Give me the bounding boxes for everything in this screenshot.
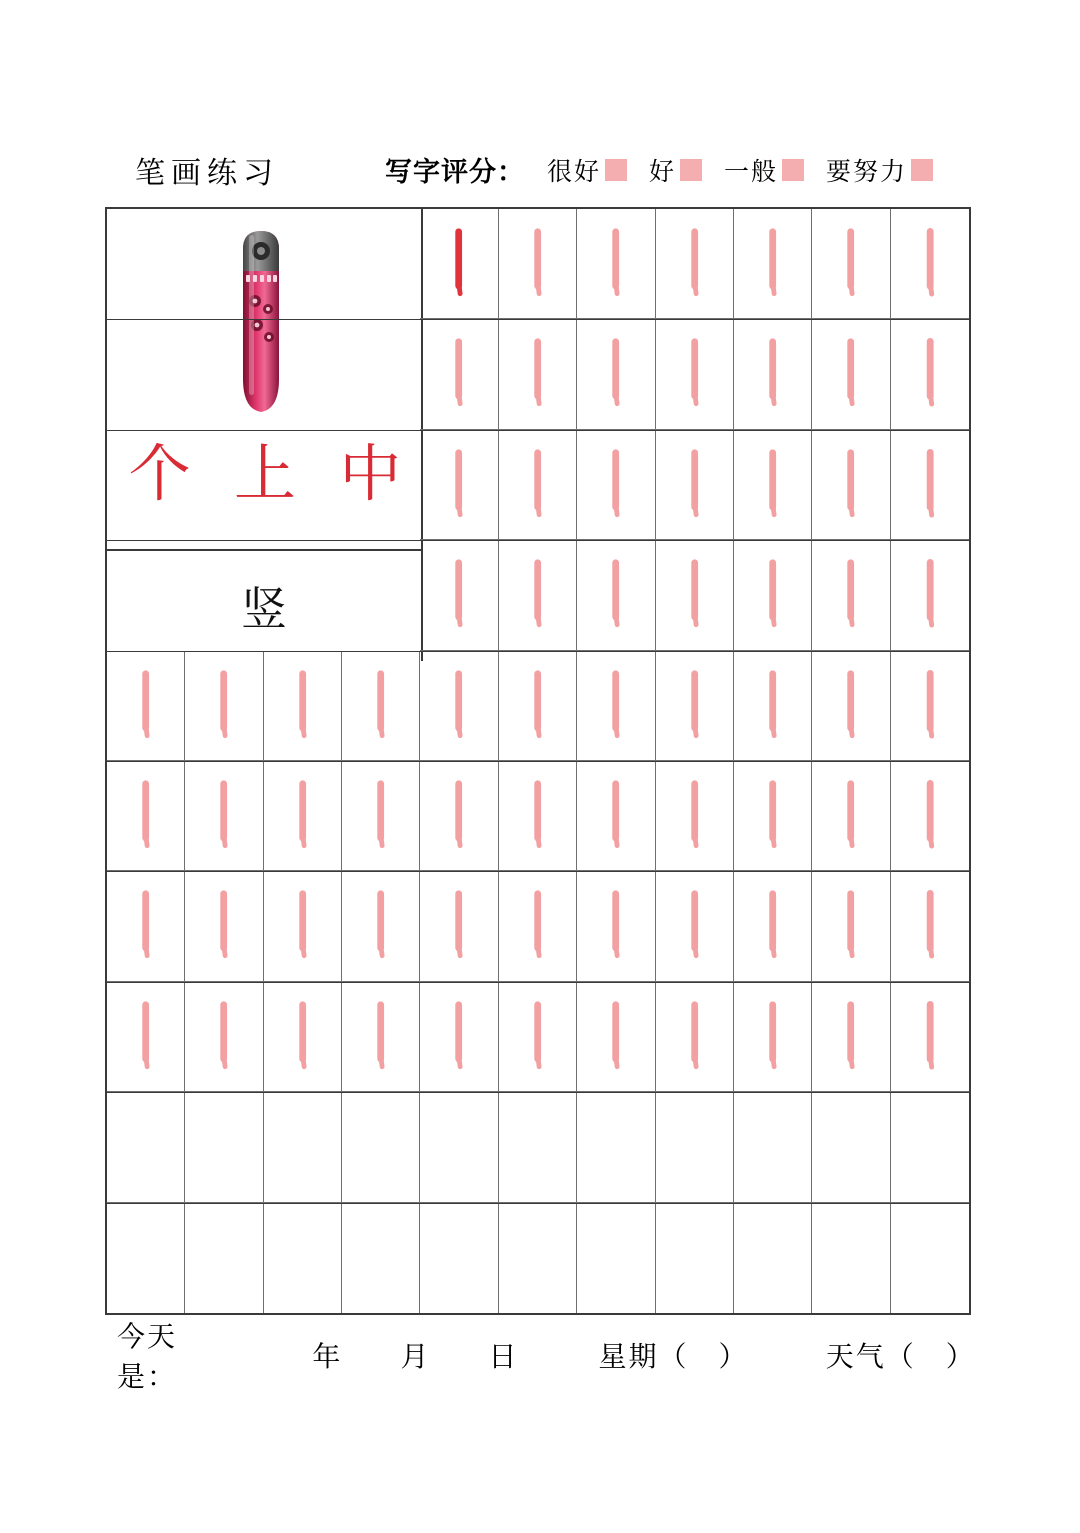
practice-cell[interactable]	[734, 430, 812, 540]
score-option-1[interactable]	[649, 152, 702, 188]
practice-cell[interactable]	[342, 982, 420, 1092]
practice-cell[interactable]	[577, 1092, 655, 1202]
stroke-trace-glyph	[577, 982, 654, 1091]
practice-cell[interactable]	[420, 319, 498, 429]
practice-cell[interactable]	[812, 761, 890, 871]
practice-cell[interactable]	[891, 982, 969, 1092]
stroke-trace-glyph	[812, 651, 889, 760]
score-option-label: 很好	[547, 156, 602, 186]
practice-cell[interactable]	[656, 982, 734, 1092]
practice-cell[interactable]	[499, 651, 577, 761]
practice-cell[interactable]	[499, 1092, 577, 1202]
practice-cell[interactable]	[656, 209, 734, 319]
stroke-trace-glyph	[264, 651, 341, 760]
stroke-trace-glyph	[342, 761, 419, 870]
practice-cell[interactable]	[577, 209, 655, 319]
practice-cell[interactable]	[734, 319, 812, 429]
practice-cell[interactable]	[264, 761, 342, 871]
stroke-trace-glyph	[420, 871, 497, 980]
practice-cell[interactable]	[734, 982, 812, 1092]
footer-month-label: 月	[400, 1340, 431, 1373]
practice-cell[interactable]	[891, 430, 969, 540]
stroke-trace-glyph	[656, 761, 733, 870]
practice-cell[interactable]	[891, 319, 969, 429]
practice-cell[interactable]	[577, 651, 655, 761]
practice-cell[interactable]	[891, 871, 969, 981]
stroke-trace-glyph	[577, 319, 654, 428]
stroke-trace-glyph	[891, 430, 969, 539]
practice-cell[interactable]	[107, 761, 185, 871]
stroke-trace-glyph	[812, 871, 889, 980]
practice-cell[interactable]	[420, 540, 498, 650]
practice-cell[interactable]	[577, 871, 655, 981]
practice-cell[interactable]	[812, 651, 890, 761]
stroke-trace-glyph	[734, 319, 811, 428]
score-option-label: 好	[649, 156, 677, 186]
practice-cell[interactable]	[342, 651, 420, 761]
row-divider	[107, 430, 969, 431]
practice-cell[interactable]	[577, 982, 655, 1092]
example-panel	[107, 209, 423, 549]
practice-cell[interactable]	[420, 430, 498, 540]
stroke-trace-glyph	[891, 319, 969, 428]
practice-cell[interactable]	[185, 1203, 263, 1313]
stroke-trace-glyph	[812, 540, 889, 649]
score-option-3[interactable]	[826, 152, 933, 188]
practice-cell[interactable]	[107, 1092, 185, 1202]
practice-cell[interactable]	[342, 761, 420, 871]
footer-day-label: 日	[488, 1340, 519, 1373]
footer-today-label: 今天是：	[117, 1320, 178, 1393]
stroke-trace-glyph	[107, 982, 184, 1091]
stroke-trace-glyph	[734, 982, 811, 1091]
page-title: 笔画练习	[135, 156, 279, 191]
practice-cell[interactable]	[812, 430, 890, 540]
example-characters	[107, 414, 423, 534]
stroke-trace-glyph	[185, 761, 262, 870]
practice-cell[interactable]	[734, 651, 812, 761]
stroke-trace-glyph	[577, 651, 654, 760]
stroke-trace-glyph	[656, 319, 733, 428]
practice-cell[interactable]	[107, 982, 185, 1092]
stroke-trace-glyph	[891, 540, 969, 649]
stroke-trace-glyph	[734, 540, 811, 649]
score-row	[385, 150, 933, 189]
practice-cell[interactable]	[891, 209, 969, 319]
row-divider	[107, 761, 969, 762]
score-option-label: 一般	[724, 156, 779, 186]
score-option-label: 要努力	[826, 156, 908, 186]
stroke-trace-glyph	[499, 651, 576, 760]
stroke-trace-glyph	[734, 651, 811, 760]
score-label: 写字评分：	[385, 157, 525, 188]
practice-cell[interactable]	[264, 871, 342, 981]
practice-cell[interactable]	[891, 651, 969, 761]
stroke-trace-glyph	[656, 540, 733, 649]
row-divider	[107, 1092, 969, 1093]
practice-cell[interactable]	[420, 871, 498, 981]
stroke-trace-glyph	[891, 209, 969, 318]
stroke-trace-glyph	[577, 209, 654, 318]
stroke-trace-glyph	[577, 761, 654, 870]
example-char-1: 上	[233, 437, 296, 510]
stroke-trace-glyph	[656, 982, 733, 1091]
practice-cell[interactable]	[342, 871, 420, 981]
stroke-trace-glyph	[734, 430, 811, 539]
footer-weather-field: 天气（ ）	[825, 1340, 976, 1373]
stroke-trace-glyph	[185, 982, 262, 1091]
stroke-trace-glyph	[499, 430, 576, 539]
practice-cell[interactable]	[656, 1092, 734, 1202]
practice-cell[interactable]	[656, 319, 734, 429]
footer-year-label: 年	[312, 1340, 343, 1373]
row-divider	[107, 651, 969, 652]
practice-cell[interactable]	[499, 540, 577, 650]
row-divider	[107, 540, 969, 541]
practice-cell[interactable]	[499, 319, 577, 429]
stroke-trace-glyph	[891, 761, 969, 870]
practice-cell[interactable]	[812, 1203, 890, 1313]
stroke-trace-glyph	[734, 209, 811, 318]
practice-cell[interactable]	[734, 1092, 812, 1202]
practice-cell[interactable]	[734, 540, 812, 650]
practice-cell[interactable]	[656, 1203, 734, 1313]
practice-cell[interactable]	[577, 761, 655, 871]
practice-cell[interactable]	[656, 430, 734, 540]
stroke-trace-glyph	[342, 982, 419, 1091]
practice-cell[interactable]	[420, 761, 498, 871]
practice-cell[interactable]	[499, 761, 577, 871]
row-divider	[107, 319, 969, 320]
practice-cell[interactable]	[499, 982, 577, 1092]
practice-cell[interactable]	[734, 761, 812, 871]
row-divider	[107, 871, 969, 872]
stroke-trace-glyph	[342, 651, 419, 760]
practice-cell[interactable]	[264, 1092, 342, 1202]
stroke-trace-glyph	[185, 871, 262, 980]
stroke-trace-glyph	[656, 871, 733, 980]
score-checkbox[interactable]	[605, 159, 627, 181]
stroke-trace-glyph	[577, 540, 654, 649]
stroke-trace-glyph	[577, 871, 654, 980]
stroke-trace-glyph	[812, 209, 889, 318]
practice-grid	[105, 207, 971, 1315]
stroke-trace-glyph	[891, 982, 969, 1091]
stroke-trace-glyph	[185, 651, 262, 760]
practice-cell[interactable]	[342, 1203, 420, 1313]
score-checkbox[interactable]	[911, 159, 933, 181]
score-checkbox[interactable]	[680, 159, 702, 181]
practice-cell[interactable]	[107, 651, 185, 761]
stroke-trace-glyph	[342, 871, 419, 980]
practice-cell[interactable]	[656, 871, 734, 981]
practice-cell[interactable]	[656, 540, 734, 650]
stroke-trace-glyph	[734, 871, 811, 980]
stroke-name-label: 竖	[241, 582, 287, 636]
practice-cell[interactable]	[891, 1203, 969, 1313]
row-divider	[107, 982, 969, 983]
stroke-model-glyph	[420, 209, 497, 318]
stroke-trace-glyph	[499, 209, 576, 318]
stroke-trace-glyph	[812, 430, 889, 539]
stroke-name-panel	[107, 549, 423, 661]
practice-cell[interactable]	[656, 651, 734, 761]
practice-cell[interactable]	[812, 209, 890, 319]
practice-cell[interactable]	[656, 761, 734, 871]
score-option-2[interactable]	[724, 152, 804, 188]
marker-pen-icon	[235, 229, 287, 414]
practice-cell[interactable]	[107, 871, 185, 981]
practice-cell[interactable]	[342, 1092, 420, 1202]
practice-cell[interactable]	[420, 651, 498, 761]
stroke-trace-glyph	[420, 319, 497, 428]
score-option-0[interactable]	[547, 152, 627, 188]
stroke-trace-glyph	[420, 540, 497, 649]
practice-cell[interactable]	[264, 1203, 342, 1313]
practice-cell[interactable]	[264, 651, 342, 761]
stroke-trace-glyph	[891, 651, 969, 760]
stroke-trace-glyph	[420, 761, 497, 870]
stroke-trace-glyph	[577, 430, 654, 539]
practice-cell[interactable]	[499, 871, 577, 981]
stroke-trace-glyph	[264, 982, 341, 1091]
score-checkbox[interactable]	[782, 159, 804, 181]
stroke-trace-glyph	[499, 319, 576, 428]
practice-cell[interactable]	[420, 1203, 498, 1313]
stroke-trace-glyph	[656, 209, 733, 318]
stroke-trace-glyph	[264, 871, 341, 980]
practice-cell[interactable]	[812, 1092, 890, 1202]
practice-cell[interactable]	[891, 761, 969, 871]
practice-cell[interactable]	[420, 209, 498, 319]
practice-cell[interactable]	[812, 982, 890, 1092]
footer-weekday-field: 星期（ ）	[598, 1340, 749, 1373]
practice-cell[interactable]	[107, 1203, 185, 1313]
practice-cell[interactable]	[891, 1092, 969, 1202]
stroke-trace-glyph	[499, 761, 576, 870]
stroke-trace-glyph	[656, 430, 733, 539]
example-char-2: 中	[339, 437, 402, 510]
stroke-trace-glyph	[812, 982, 889, 1091]
stroke-trace-glyph	[499, 982, 576, 1091]
practice-cell[interactable]	[185, 982, 263, 1092]
row-divider	[107, 1203, 969, 1204]
practice-cell[interactable]	[734, 1203, 812, 1313]
stroke-trace-glyph	[891, 871, 969, 980]
stroke-trace-glyph	[420, 982, 497, 1091]
practice-cell[interactable]	[264, 982, 342, 1092]
stroke-trace-glyph	[107, 761, 184, 870]
header	[105, 148, 975, 194]
stroke-trace-glyph	[812, 761, 889, 870]
stroke-trace-glyph	[656, 651, 733, 760]
practice-cell[interactable]	[812, 319, 890, 429]
practice-cell[interactable]	[499, 430, 577, 540]
practice-cell[interactable]	[185, 761, 263, 871]
stroke-trace-glyph	[264, 761, 341, 870]
practice-cell[interactable]	[734, 871, 812, 981]
practice-cell[interactable]	[420, 982, 498, 1092]
practice-cell[interactable]	[577, 1203, 655, 1313]
practice-cell[interactable]	[420, 1092, 498, 1202]
stroke-trace-glyph	[499, 871, 576, 980]
stroke-trace-glyph	[420, 651, 497, 760]
practice-cell[interactable]	[185, 1092, 263, 1202]
practice-cell[interactable]	[185, 651, 263, 761]
practice-cell[interactable]	[891, 540, 969, 650]
practice-cell[interactable]	[499, 209, 577, 319]
practice-cell[interactable]	[577, 540, 655, 650]
stroke-trace-glyph	[420, 430, 497, 539]
practice-cell[interactable]	[734, 209, 812, 319]
practice-cell[interactable]	[577, 319, 655, 429]
practice-cell[interactable]	[812, 540, 890, 650]
practice-cell[interactable]	[185, 871, 263, 981]
practice-cell[interactable]	[812, 871, 890, 981]
stroke-trace-glyph	[107, 871, 184, 980]
example-char-0: 个	[128, 437, 191, 510]
stroke-trace-glyph	[107, 651, 184, 760]
stroke-trace-glyph	[499, 540, 576, 649]
practice-cell[interactable]	[577, 430, 655, 540]
stroke-trace-glyph	[812, 319, 889, 428]
stroke-trace-glyph	[734, 761, 811, 870]
footer	[105, 1320, 976, 1393]
practice-cell[interactable]	[499, 1203, 577, 1313]
